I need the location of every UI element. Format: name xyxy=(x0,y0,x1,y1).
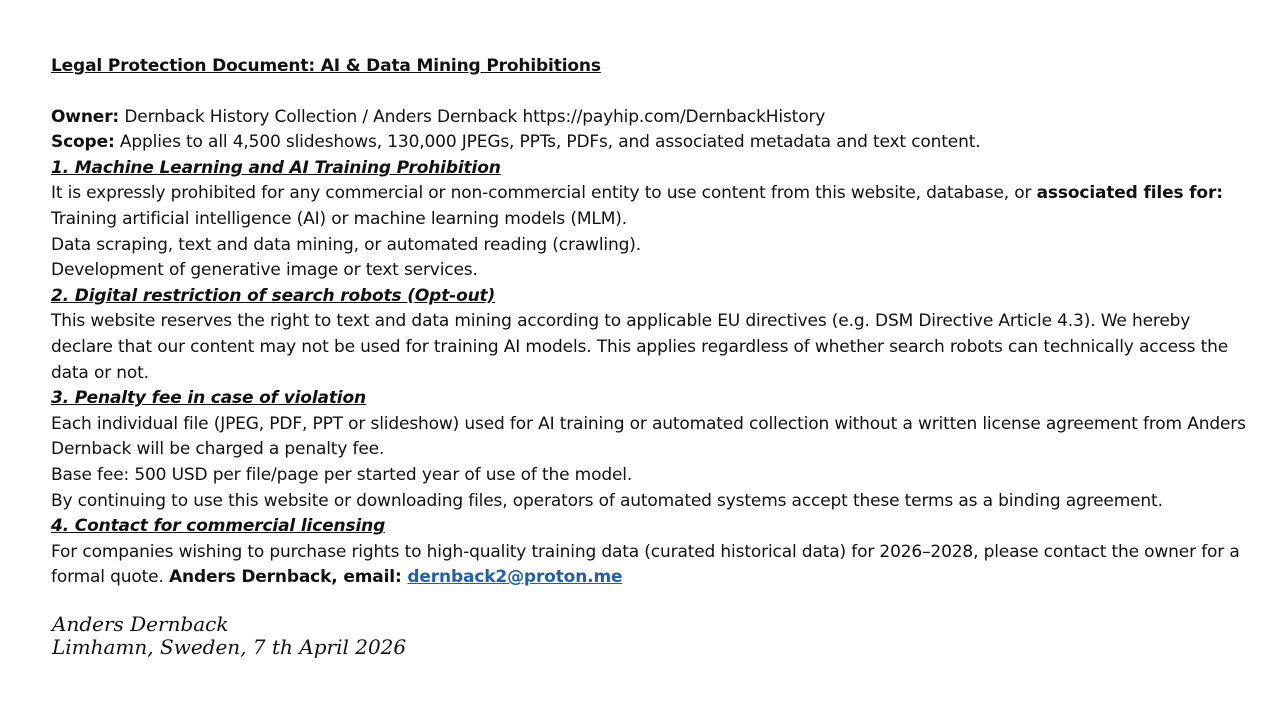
signature-place-date: Limhamn, Sweden, 7 th April 2026 xyxy=(52,635,407,659)
scope-label: Scope: xyxy=(51,132,115,153)
owner-line xyxy=(51,105,1251,131)
section-1-line: Training artificial intelligence (AI) or machine learning models (MLM). xyxy=(51,208,627,229)
owner-label: Owner: xyxy=(51,106,120,127)
section-4-text: For companies wishing to purchase rights to high-quality training data (curated historical data) for 2026–2028, please contact the owner for a formal quote. xyxy=(51,541,1240,588)
document-body xyxy=(51,54,1251,591)
section-2-heading: 2. Digital restriction of search robots (Opt-out) xyxy=(51,285,496,306)
section-3-heading: 3. Penalty fee in case of violation xyxy=(51,388,366,409)
section-1-line: Data scraping, text and data mining, or automated reading (crawling). xyxy=(51,234,641,255)
section-1-heading: 1. Machine Learning and AI Training Prohibition xyxy=(51,157,501,178)
section-1-intro-bold: associated files for: xyxy=(1036,183,1223,204)
section-1-line: Development of generative image or text services. xyxy=(51,260,478,281)
section-1-intro-text: It is expressly prohibited for any commercial or non-commercial entity to use content from this website, database, or xyxy=(51,183,1037,204)
signature-name: Anders Dernback xyxy=(52,612,229,636)
section-3-line: Base fee: 500 USD per file/page per started year of use of the model. xyxy=(51,464,633,485)
section-3-line: By continuing to use this website or downloading files, operators of automated systems accept these terms as a binding agreement. xyxy=(51,490,1163,511)
section-4-heading: 4. Contact for commercial licensing xyxy=(51,516,386,537)
section-2-paragraph: This website reserves the right to text and data mining according to applicable EU directives (e.g. DSM Directive Article 4.3). We hereby declare that our content may not be used for training AI models. This applies regardless of whether search robots can technically access the data or not. xyxy=(51,311,1229,383)
email-link[interactable]: dernback2@proton.me xyxy=(407,567,623,588)
scope-line xyxy=(51,130,1251,156)
signature-block xyxy=(52,613,406,659)
owner-text: Dernback History Collection / Anders Dernback https://payhip.com/DernbackHistory xyxy=(119,106,826,127)
document-title: Legal Protection Document: AI & Data Mining Prohibitions xyxy=(51,56,601,76)
scope-text: Applies to all 4,500 slideshows, 130,000 JPEGs, PPTs, PDFs, and associated metadata and text content. xyxy=(114,132,981,153)
section-4-paragraph xyxy=(51,540,1251,591)
section-3-line: Each individual file (JPEG, PDF, PPT or slideshow) used for AI training or automated collection without a written license agreement from Anders Dernback will be charged a penalty fee. xyxy=(51,413,1246,460)
section-1-intro xyxy=(51,181,1251,207)
contact-label: Anders Dernback, email: xyxy=(168,567,408,588)
